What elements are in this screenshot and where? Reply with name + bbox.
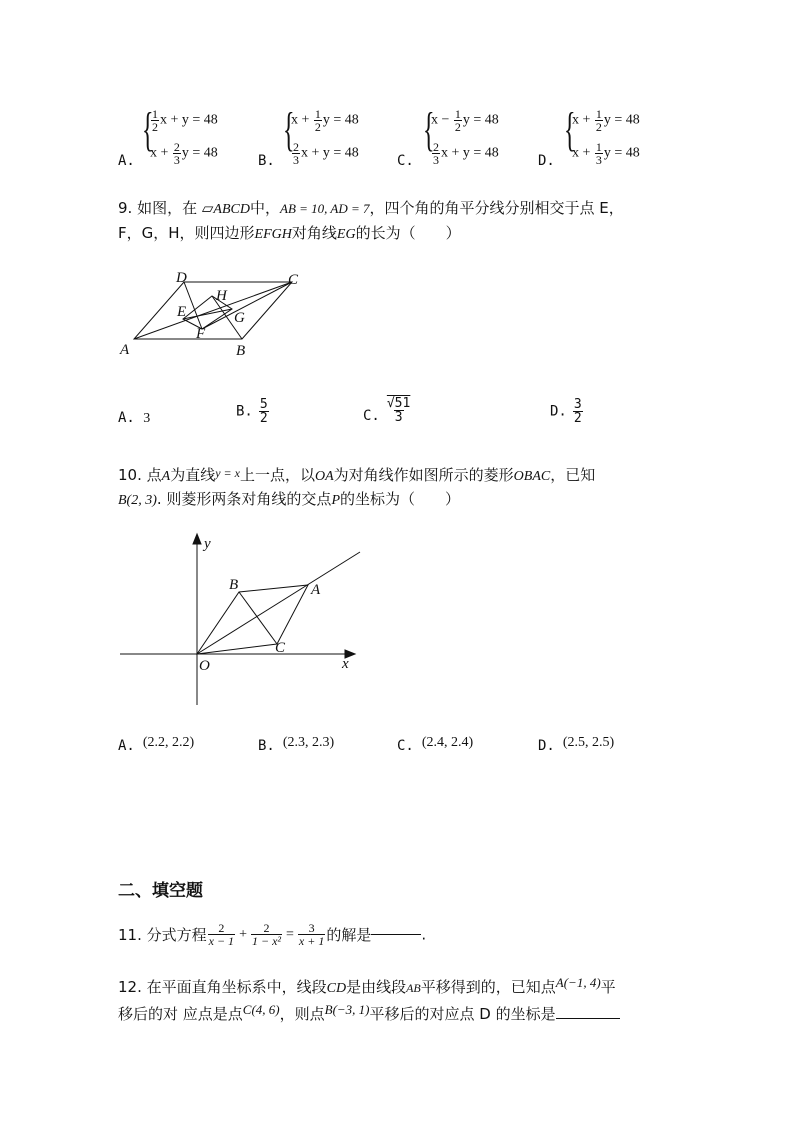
q8-option-d-brace: { [564, 103, 576, 156]
q10-rhombus-figure [115, 530, 365, 710]
q10-option-d: D. (2.5, 2.5) [538, 735, 615, 754]
diagonal-bc [239, 592, 277, 644]
label-x: x [342, 656, 349, 672]
q8-option-b-eq2: $\frac{2}{3}$ x + y = 48 [293, 140, 359, 167]
label-e: E [177, 304, 187, 320]
q8-option-d-label: D. [538, 153, 555, 169]
label-c: C [275, 640, 286, 656]
q10-option-c: C. (2.4, 2.4) [397, 735, 474, 754]
q8-option-b-eq1: x + $\frac{1}{2}$ y = 48 [291, 107, 359, 134]
q9-option-d: D. $\frac{3}{2}$ [550, 397, 582, 426]
q8-option-c-eq1: x − $\frac{1}{2}$ y = 48 [431, 107, 499, 134]
y-axis-arrow [193, 534, 201, 544]
parallelogram-icon: ▱ [201, 199, 214, 217]
q12-answer-blank[interactable] [556, 1018, 620, 1019]
label-b: B [229, 577, 239, 593]
q10-option-a: A. (2.2, 2.2) [118, 735, 195, 754]
q9-option-a: A. 3 [118, 410, 151, 426]
q8-option-a-eq2: x + $\frac{2}{3}$ y = 48 [150, 140, 218, 167]
q8-option-d-eq1: x + $\frac{1}{2}$ y = 48 [572, 107, 640, 134]
q9-option-b: B. $\frac{5}{2}$ [236, 397, 268, 426]
q11-answer-blank[interactable] [371, 934, 421, 935]
q8-option-c-label: C. [397, 153, 414, 169]
q8-option-c-brace: { [423, 103, 435, 156]
q10-question-line1: 10. 点A为直线$^{y = x}$上一点，以OA为对角线作如图所示的菱形OBAC，已知 [118, 466, 596, 484]
q9-option-c: C. $\frac{√51}{3}$ [363, 396, 411, 425]
label-y: y [204, 536, 211, 552]
q10-question-line2: B(2, 3). 则菱形两条对角线的交点P的坐标为（ ） [118, 490, 461, 508]
label-b: B [236, 343, 246, 359]
line-y-equals-x [197, 552, 360, 654]
q12-question-line1: 12. 在平面直角坐标系中，线段CD是由线段AB平移得到的，已知点A(−1, 4)平 [118, 975, 616, 996]
q9-parallelogram-figure [110, 262, 320, 362]
label-g: G [234, 310, 245, 326]
label-a: A [120, 342, 130, 358]
q12-question-line2: 移后的对 应点是点C(4, 6)，则点B(−3, 1)平移后的对应点 D 的坐标是 [118, 1002, 620, 1024]
q8-option-a-eq1: $\frac{1}{2}$ x + y = 48 [152, 107, 218, 134]
label-f: F [196, 326, 206, 342]
label-d: D [176, 270, 187, 286]
q8-option-a-label: A. [118, 153, 135, 169]
label-c: C [288, 272, 299, 288]
q8-option-b-label: B. [258, 153, 275, 169]
q10-option-b: B. (2.3, 2.3) [258, 735, 335, 754]
label-a: A [311, 582, 321, 598]
label-h: H [216, 288, 227, 304]
q9-question-line1: 9. 如图，在 ▱ABCD中，AB = 10, AD = 7，四个角的角平分线分别相交于点 E， [118, 199, 624, 217]
q9-question-line2: F，G，H，则四边形EFGH对角线EG的长为（ ） [118, 224, 461, 242]
q8-option-c-eq2: $\frac{2}{3}$ x + y = 48 [433, 140, 499, 167]
q11-question: 11. 分式方程 $\frac{2}{x - 1}$ + $\frac{2}{\text{1 − x²}}$ = $\frac{3}{x + 1}$ 的解是 . [118, 921, 427, 948]
section-title-fill-in: 二、填空题 [118, 881, 203, 901]
label-o: O [199, 658, 210, 674]
bisector-a [134, 282, 292, 339]
q8-option-a-brace: { [142, 103, 154, 156]
q8-option-b-brace: { [283, 103, 295, 156]
q8-option-d-eq2: x + $\frac{1}{3}$ y = 48 [572, 140, 640, 167]
